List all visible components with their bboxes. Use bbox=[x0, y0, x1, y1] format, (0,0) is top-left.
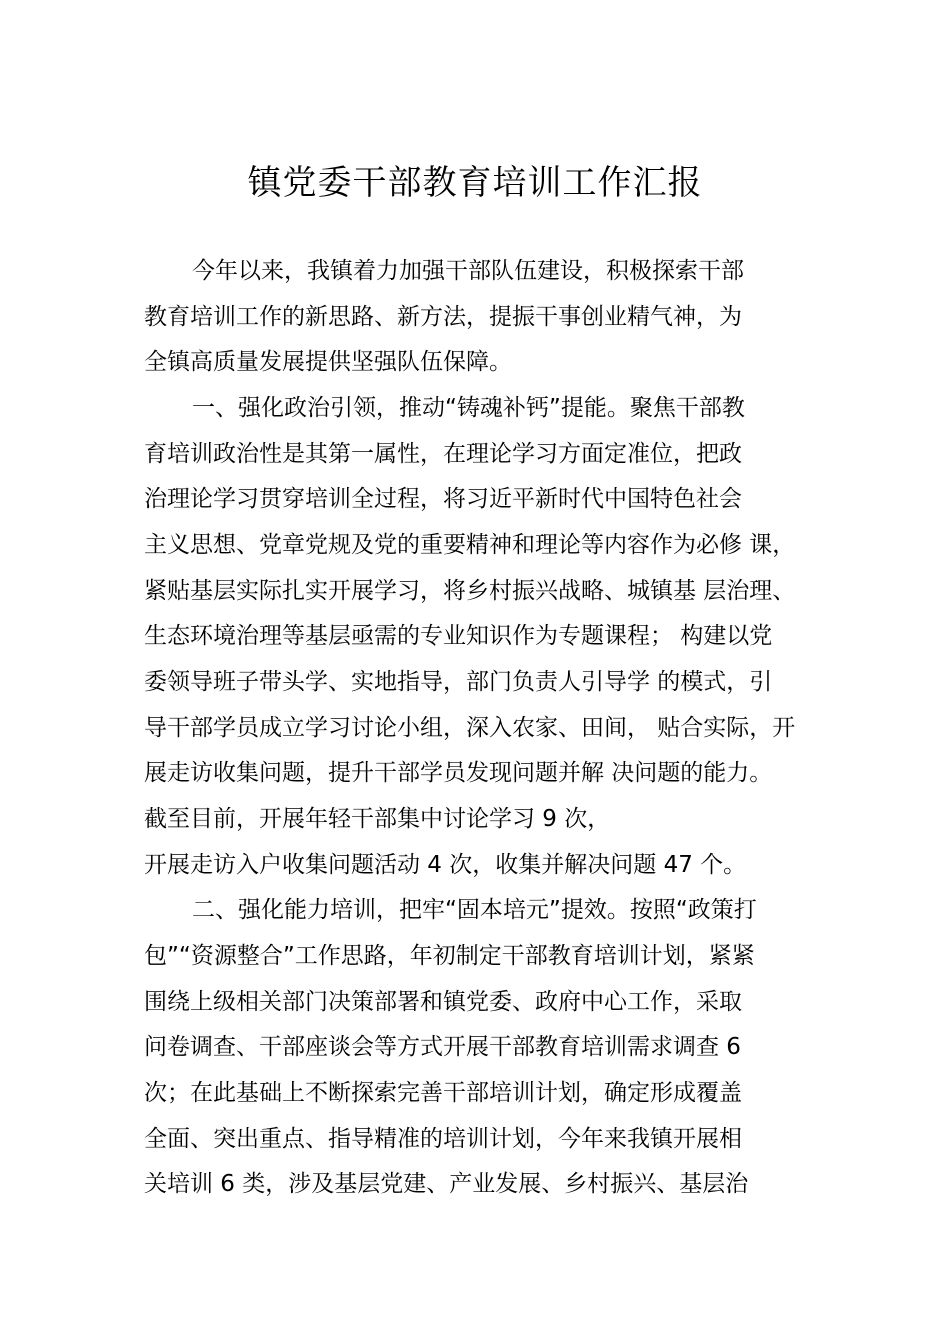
body-line-1: 今年以来，我镇着力加强干部队伍建设，积极探索干部 bbox=[192, 258, 744, 284]
body-line-9: 生态环境治理等基层亟需的专业知识作为专题课程； 构建以党 bbox=[144, 623, 773, 649]
document-title: 镇党委干部教育培训工作汇报 bbox=[247, 163, 703, 203]
body-line-19: 次；在此基础上不断探索完善干部培训计划，确定形成覆盖 bbox=[144, 1080, 742, 1106]
body-line-4: 一、强化政治引领，推动“铸魂补钙”提能。聚焦干部教 bbox=[192, 395, 745, 421]
body-line-10: 委领导班子带头学、实地指导，部门负责人引导学 的模式，引 bbox=[144, 669, 773, 695]
body-line-20: 全面、突出重点、指导精准的培训计划，今年来我镇开展相 bbox=[144, 1126, 742, 1152]
body-line-2: 教育培训工作的新思路、新方法，提振干事创业精气神，为 bbox=[144, 304, 742, 330]
body-line-14: 开展走访入户收集问题活动 4 次，收集并解决问题 47 个。 bbox=[144, 852, 747, 878]
body-line-21: 关培训 6 类，涉及基层党建、产业发展、乡村振兴、基层治 bbox=[144, 1171, 749, 1197]
body-line-5: 育培训政治性是其第一属性，在理论学习方面定准位，把政 bbox=[144, 441, 742, 467]
body-line-6: 治理论学习贯穿培训全过程，将习近平新时代中国特色社会 bbox=[144, 486, 742, 512]
body-line-11: 导干部学员成立学习讨论小组，深入农家、田间， 贴合实际，开 bbox=[144, 715, 796, 741]
body-line-13: 截至目前，开展年轻干部集中讨论学习 9 次， bbox=[144, 806, 611, 832]
body-line-18: 问卷调查、干部座谈会等方式开展干部教育培训需求调查 6 bbox=[144, 1034, 741, 1060]
body-line-8: 紧贴基层实际扎实开展学习，将乡村振兴战略、城镇基 层治理、 bbox=[144, 578, 796, 604]
body-line-3: 全镇高质量发展提供坚强队伍保障。 bbox=[144, 349, 512, 375]
body-line-7: 主义思想、党章党规及党的重要精神和理论等内容作为必修 课， bbox=[144, 532, 796, 558]
body-line-16: 包”“资源整合”工作思路，年初制定干部教育培训计划，紧紧 bbox=[144, 943, 755, 969]
body-line-15: 二、强化能力培训，把牢“固本培元”提效。按照“政策打 bbox=[192, 897, 757, 923]
body-line-12: 展走访收集问题，提升干部学员发现问题并解 决问题的能力。 bbox=[144, 760, 773, 786]
body-line-17: 围绕上级相关部门决策部署和镇党委、政府中心工作，采取 bbox=[144, 989, 742, 1015]
